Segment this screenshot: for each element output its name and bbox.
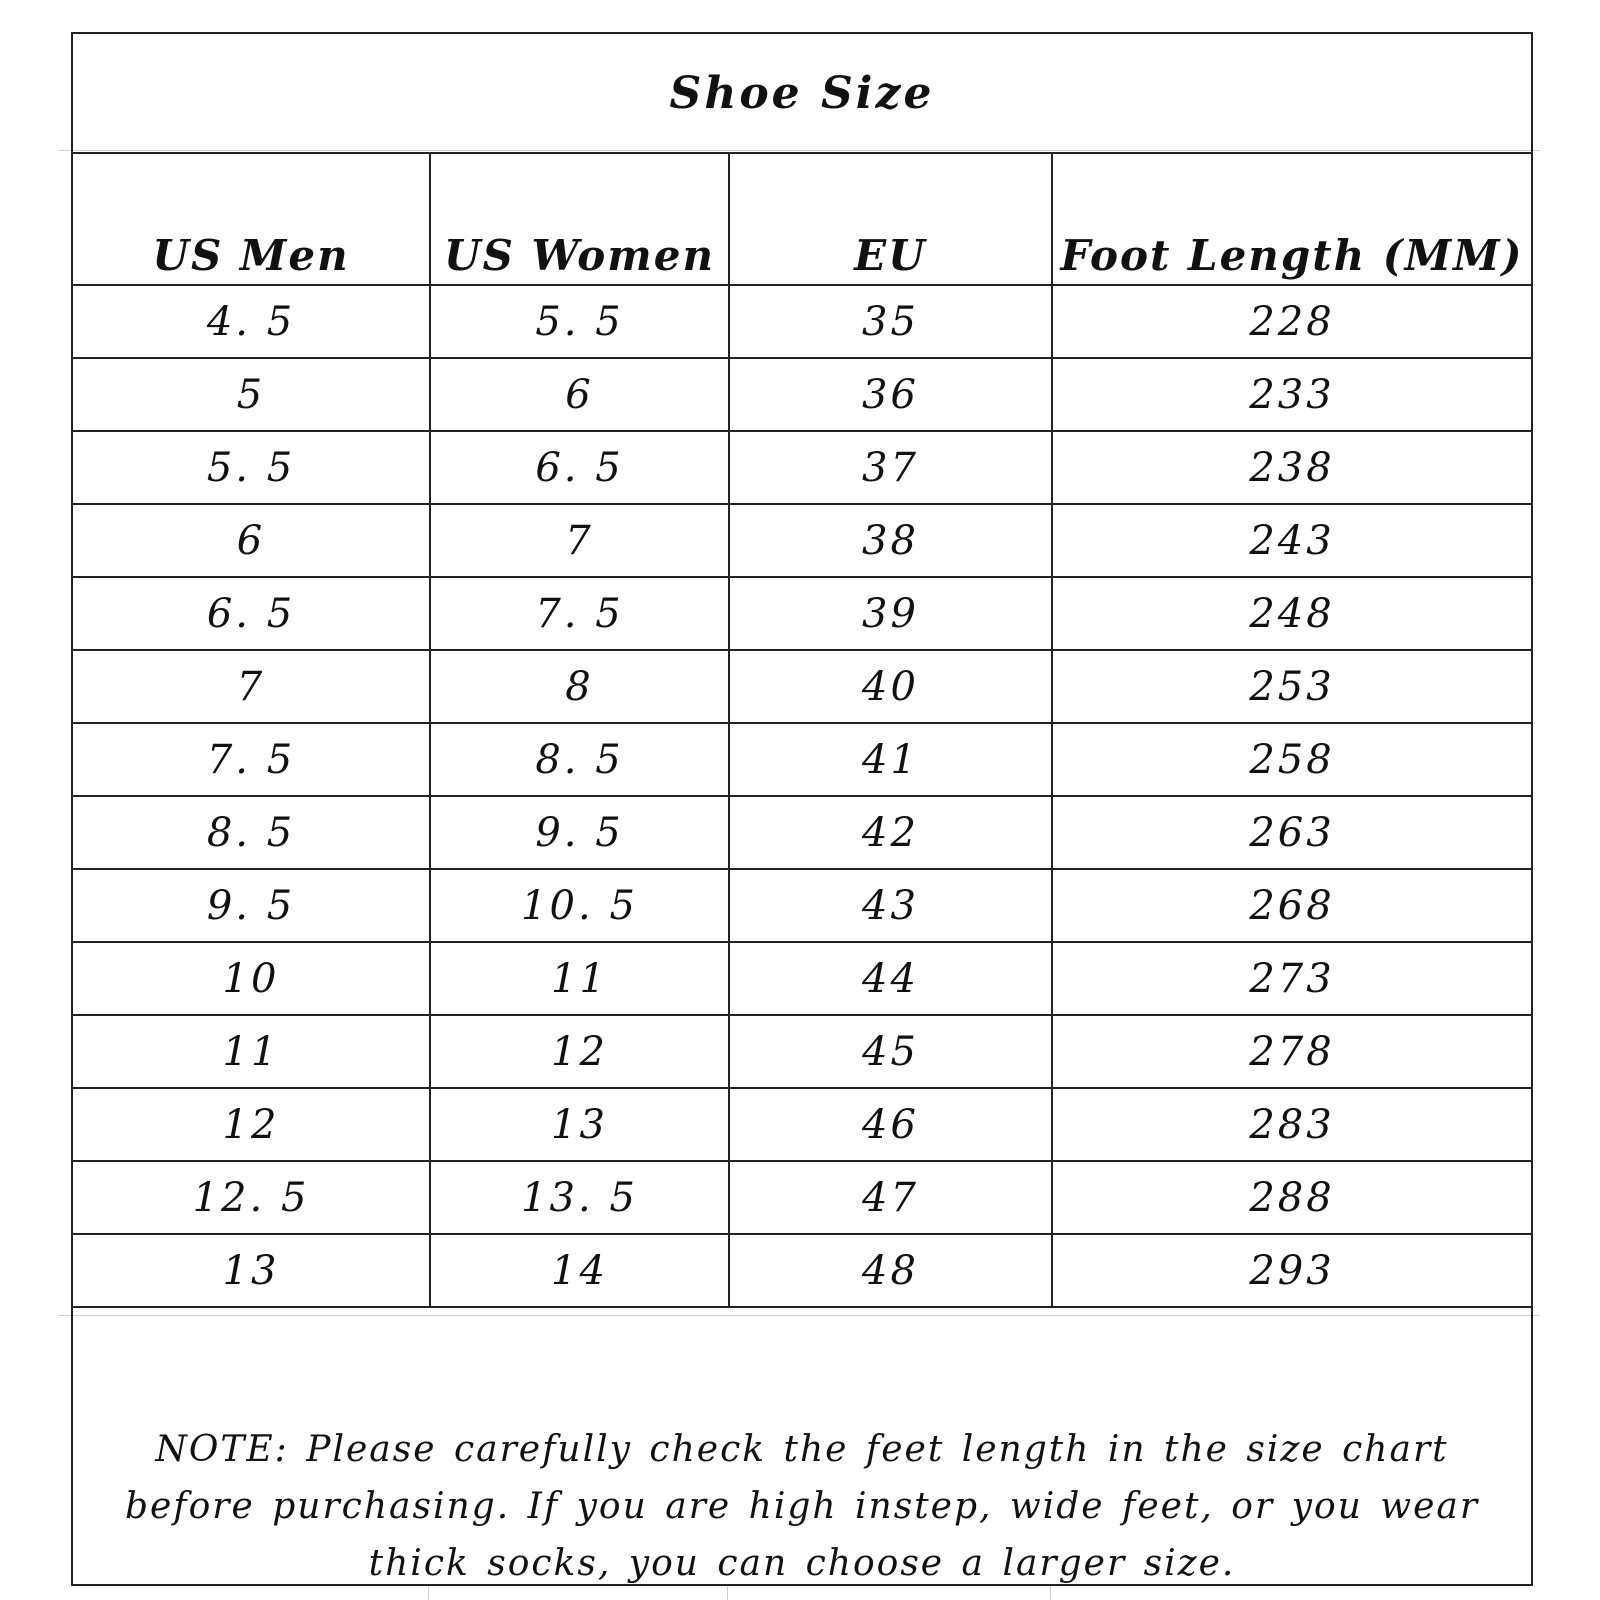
foot-length-cell: 268 [1052, 869, 1531, 942]
us-women-cell: 5. 5 [430, 285, 729, 358]
us-women-cell: 10. 5 [430, 869, 729, 942]
foot-length-cell: 288 [1052, 1161, 1531, 1234]
us-men-cell: 8. 5 [73, 796, 430, 869]
foot-length-cell: 273 [1052, 942, 1531, 1015]
us-men-cell: 7. 5 [73, 723, 430, 796]
table-row [73, 431, 1531, 504]
foot-length-cell: 243 [1052, 504, 1531, 577]
eu-cell: 48 [729, 1234, 1052, 1307]
foot-length-cell: 283 [1052, 1088, 1531, 1161]
table-row [73, 796, 1531, 869]
eu-cell: 39 [729, 577, 1052, 650]
eu-cell: 37 [729, 431, 1052, 504]
us-women-cell: 7. 5 [430, 577, 729, 650]
us-women-cell: 14 [430, 1234, 729, 1307]
foot-length-cell: 228 [1052, 285, 1531, 358]
us-women-cell: 6. 5 [430, 431, 729, 504]
us-men-cell: 9. 5 [73, 869, 430, 942]
us-women-cell: 13 [430, 1088, 729, 1161]
foot-length-cell: 253 [1052, 650, 1531, 723]
foot-length-cell: 293 [1052, 1234, 1531, 1307]
us-men-cell: 5. 5 [73, 431, 430, 504]
eu-cell: 47 [729, 1161, 1052, 1234]
us-women-cell: 11 [430, 942, 729, 1015]
chart-title: Shoe Size [73, 34, 1531, 154]
us-women-cell: 13. 5 [430, 1161, 729, 1234]
us-men-cell: 12. 5 [73, 1161, 430, 1234]
eu-cell: 38 [729, 504, 1052, 577]
us-men-cell: 7 [73, 650, 430, 723]
table-row [73, 285, 1531, 358]
table-row [73, 869, 1531, 942]
eu-cell: 41 [729, 723, 1052, 796]
us-women-cell: 9. 5 [430, 796, 729, 869]
eu-cell: 43 [729, 869, 1052, 942]
us-men-cell: 4. 5 [73, 285, 430, 358]
us-men-cell: 6 [73, 504, 430, 577]
eu-cell: 36 [729, 358, 1052, 431]
table-row [73, 650, 1531, 723]
table-row [73, 358, 1531, 431]
us-men-cell: 13 [73, 1234, 430, 1307]
header-row [73, 152, 1531, 285]
us-women-cell: 6 [430, 358, 729, 431]
foot-length-cell: 238 [1052, 431, 1531, 504]
table-row [73, 504, 1531, 577]
table-row [73, 1161, 1531, 1234]
eu-cell: 35 [729, 285, 1052, 358]
foot-length-cell: 258 [1052, 723, 1531, 796]
size-chart [71, 32, 1533, 1586]
note-text: NOTE: Please carefully check the feet length in the size chart before purchasing. If you are high instep, wide feet, or you wear thick socks, you can choose a larger size. [124, 1429, 1480, 1584]
table-row [73, 577, 1531, 650]
table-row [73, 942, 1531, 1015]
size-table [73, 152, 1531, 1308]
column-header-us-women: US Women [430, 152, 729, 285]
column-header-foot-length: Foot Length (MM) [1052, 152, 1531, 285]
foot-length-cell: 233 [1052, 358, 1531, 431]
column-header-eu: EU [729, 152, 1052, 285]
eu-cell: 46 [729, 1088, 1052, 1161]
eu-cell: 44 [729, 942, 1052, 1015]
eu-cell: 45 [729, 1015, 1052, 1088]
foot-length-cell: 248 [1052, 577, 1531, 650]
us-women-cell: 7 [430, 504, 729, 577]
table-row [73, 1234, 1531, 1307]
us-men-cell: 6. 5 [73, 577, 430, 650]
eu-cell: 42 [729, 796, 1052, 869]
table-row [73, 1015, 1531, 1088]
column-header-us-men: US Men [73, 152, 430, 285]
foot-length-cell: 278 [1052, 1015, 1531, 1088]
us-men-cell: 11 [73, 1015, 430, 1088]
table-row [73, 1088, 1531, 1161]
us-women-cell: 8. 5 [430, 723, 729, 796]
foot-length-cell: 263 [1052, 796, 1531, 869]
us-men-cell: 5 [73, 358, 430, 431]
eu-cell: 40 [729, 650, 1052, 723]
us-men-cell: 12 [73, 1088, 430, 1161]
us-women-cell: 12 [430, 1015, 729, 1088]
table-row [73, 723, 1531, 796]
size-rows [73, 285, 1531, 1307]
us-women-cell: 8 [430, 650, 729, 723]
us-men-cell: 10 [73, 942, 430, 1015]
